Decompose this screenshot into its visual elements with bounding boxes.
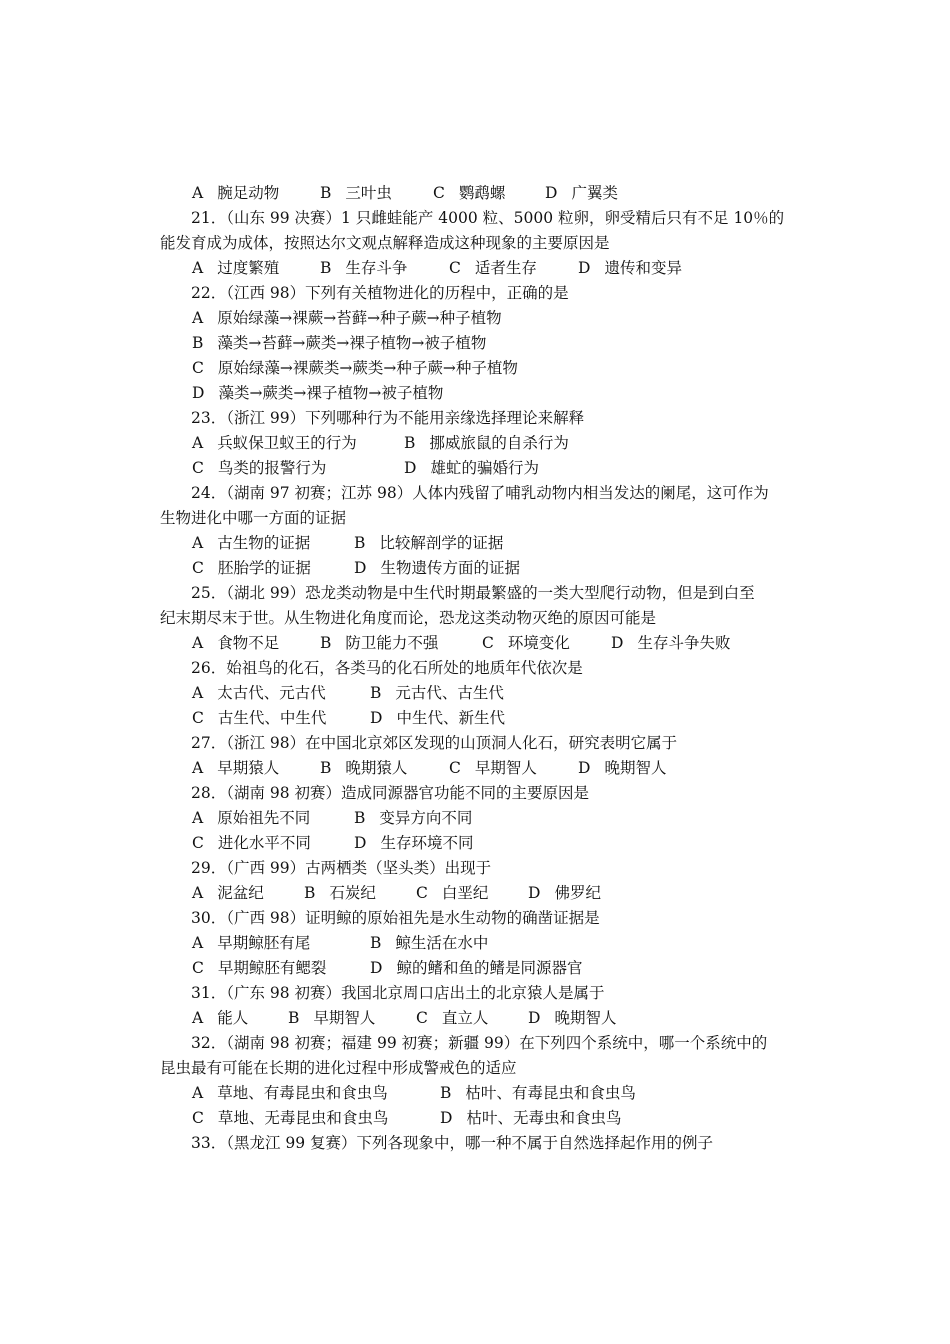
option-row (160, 806, 794, 831)
option-row (160, 306, 794, 331)
option-d: D 鲸的鳍和鱼的鳍是同源器官 (370, 959, 583, 977)
option-b: B 早期智人 (288, 1009, 376, 1027)
option-d: D 生物遗传方面的证据 (354, 559, 520, 577)
question-stem-continued: 生物进化中哪一方面的证据 (160, 509, 347, 527)
option-a: A 太古代、元古代 (192, 684, 326, 702)
option-b: B 变异方向不同 (354, 809, 473, 827)
option-row (160, 256, 794, 281)
option-d: D 中生代、新生代 (370, 709, 505, 727)
option-row (160, 881, 794, 906)
option-d: D 枯叶、无毒虫和食虫鸟 (440, 1109, 622, 1127)
option-a: A 泥盆纪 (192, 884, 264, 902)
option-a: A 腕足动物 (192, 184, 280, 202)
question-stem: 26．始祖鸟的化石，各类马的化石所处的地质年代依次是 (191, 659, 583, 677)
question-list (160, 181, 794, 1156)
option-d: D 广翼类 (545, 184, 618, 202)
option-d: D 生存环境不同 (354, 834, 474, 852)
option-a: A 食物不足 (192, 634, 280, 652)
option-c: C 早期智人 (449, 759, 537, 777)
question-stem-continued: 昆虫最有可能在长期的进化过程中形成警戒色的适应 (160, 1059, 517, 1077)
option-a: A 能人 (192, 1009, 249, 1027)
option-c: C 原始绿藻→裸蕨类→蕨类→种子蕨→种子植物 (192, 359, 518, 377)
option-d: D 生存斗争失败 (611, 634, 731, 652)
question-stem: 28．（湖南 98 初赛）造成同源器官功能不同的主要原因是 (191, 784, 590, 802)
option-a: A 草地、有毒昆虫和食虫鸟 (192, 1084, 388, 1102)
option-a: A 兵蚁保卫蚁王的行为 (192, 434, 357, 452)
option-row (160, 1006, 794, 1031)
option-row (160, 956, 794, 981)
question-stem: 25．（湖北 99）恐龙类动物是中生代时期最繁盛的一类大型爬行动物，但是到白至 (191, 584, 755, 602)
option-b: B 石炭纪 (304, 884, 376, 902)
option-row (160, 356, 794, 381)
question-stem: 21．（山东 99 决赛）1 只雌蛙能产 4000 粒、5000 粒卵，卵受精后只有不足 10％的 (191, 209, 785, 227)
option-d: D 遗传和变异 (578, 259, 682, 277)
question-stem: 22．（江西 98）下列有关植物进化的历程中，正确的是 (191, 284, 569, 302)
option-c: C 草地、无毒昆虫和食虫鸟 (192, 1109, 389, 1127)
option-b: B 晚期猿人 (320, 759, 408, 777)
option-row (160, 756, 794, 781)
option-a: A 古生物的证据 (192, 534, 311, 552)
option-b: B 枯叶、有毒昆虫和食虫鸟 (440, 1084, 636, 1102)
option-row (160, 681, 794, 706)
option-row (160, 706, 794, 731)
option-c: C 胚胎学的证据 (192, 559, 311, 577)
question-stem: 23．（浙江 99）下列哪种行为不能用亲缘选择理论来解释 (191, 409, 585, 427)
option-row (160, 931, 794, 956)
option-b: B 鲸生活在水中 (370, 934, 489, 952)
option-b: B 藻类→苔藓→蕨类→裸子植物→被子植物 (192, 334, 487, 352)
question-stem: 24．（湖南 97 初赛；江苏 98）人体内残留了哺乳动物内相当发达的阑尾，这可作为 (191, 484, 769, 502)
option-row (160, 631, 794, 656)
option-d: D 雄虻的骗婚行为 (404, 459, 539, 477)
option-a: A 早期猿人 (192, 759, 280, 777)
option-c: C 进化水平不同 (192, 834, 311, 852)
question-stem: 27．（浙江 98）在中国北京郊区发现的山顶洞人化石，研究表明它属于 (191, 734, 678, 752)
option-a: A 早期鲸胚有尾 (192, 934, 311, 952)
option-row (160, 531, 794, 556)
option-c: C 适者生存 (449, 259, 537, 277)
question-stem: 31．（广东 98 初赛）我国北京周口店出土的北京猿人是属于 (191, 984, 605, 1002)
option-c: C 白垩纪 (416, 884, 489, 902)
option-d: D 佛罗纪 (528, 884, 601, 902)
option-row (160, 456, 794, 481)
option-c: C 古生代、中生代 (192, 709, 327, 727)
option-b: B 元古代、古生代 (370, 684, 504, 702)
option-b: B 比较解剖学的证据 (354, 534, 504, 552)
option-c: C 鸟类的报警行为 (192, 459, 327, 477)
option-d: D 晚期智人 (528, 1009, 617, 1027)
option-row (160, 181, 794, 206)
option-b: B 挪威旅鼠的自杀行为 (404, 434, 569, 452)
option-row (160, 1081, 794, 1106)
option-row (160, 431, 794, 456)
question-stem-continued: 纪末期尽末于世。从生物进化角度而论，恐龙这类动物灭绝的原因可能是 (160, 609, 657, 627)
option-d: D 藻类→蕨类→裸子植物→被子植物 (192, 384, 444, 402)
option-row (160, 1106, 794, 1131)
option-c: C 鹦鹉螺 (433, 184, 506, 202)
question-stem: 33．（黑龙江 99 复赛）下列各现象中，哪一种不属于自然选择起作用的例子 (191, 1134, 714, 1152)
option-c: C 直立人 (416, 1009, 489, 1027)
option-a: A 原始祖先不同 (192, 809, 311, 827)
option-row (160, 556, 794, 581)
option-b: B 生存斗争 (320, 259, 408, 277)
option-row (160, 381, 794, 406)
option-b: B 防卫能力不强 (320, 634, 439, 652)
option-row (160, 831, 794, 856)
question-stem: 32．（湖南 98 初赛；福建 99 初赛；新疆 99）在下列四个系统中，哪一个系统中的 (191, 1034, 768, 1052)
question-stem: 29．（广西 99）古两栖类（坚头类）出现于 (191, 859, 492, 877)
question-stem-continued: 能发育成为成体，按照达尔文观点解释造成这种现象的主要原因是 (160, 234, 610, 252)
option-d: D 晚期智人 (578, 759, 667, 777)
option-a: A 过度繁殖 (192, 259, 280, 277)
option-c: C 环境变化 (482, 634, 570, 652)
option-a: A 原始绿藻→裸蕨→苔藓→种子蕨→种子植物 (192, 309, 502, 327)
option-c: C 早期鲸胚有鳃裂 (192, 959, 327, 977)
option-row (160, 331, 794, 356)
option-b: B 三叶虫 (320, 184, 392, 202)
question-stem: 30．（广西 98）证明鲸的原始祖先是水生动物的确凿证据是 (191, 909, 600, 927)
